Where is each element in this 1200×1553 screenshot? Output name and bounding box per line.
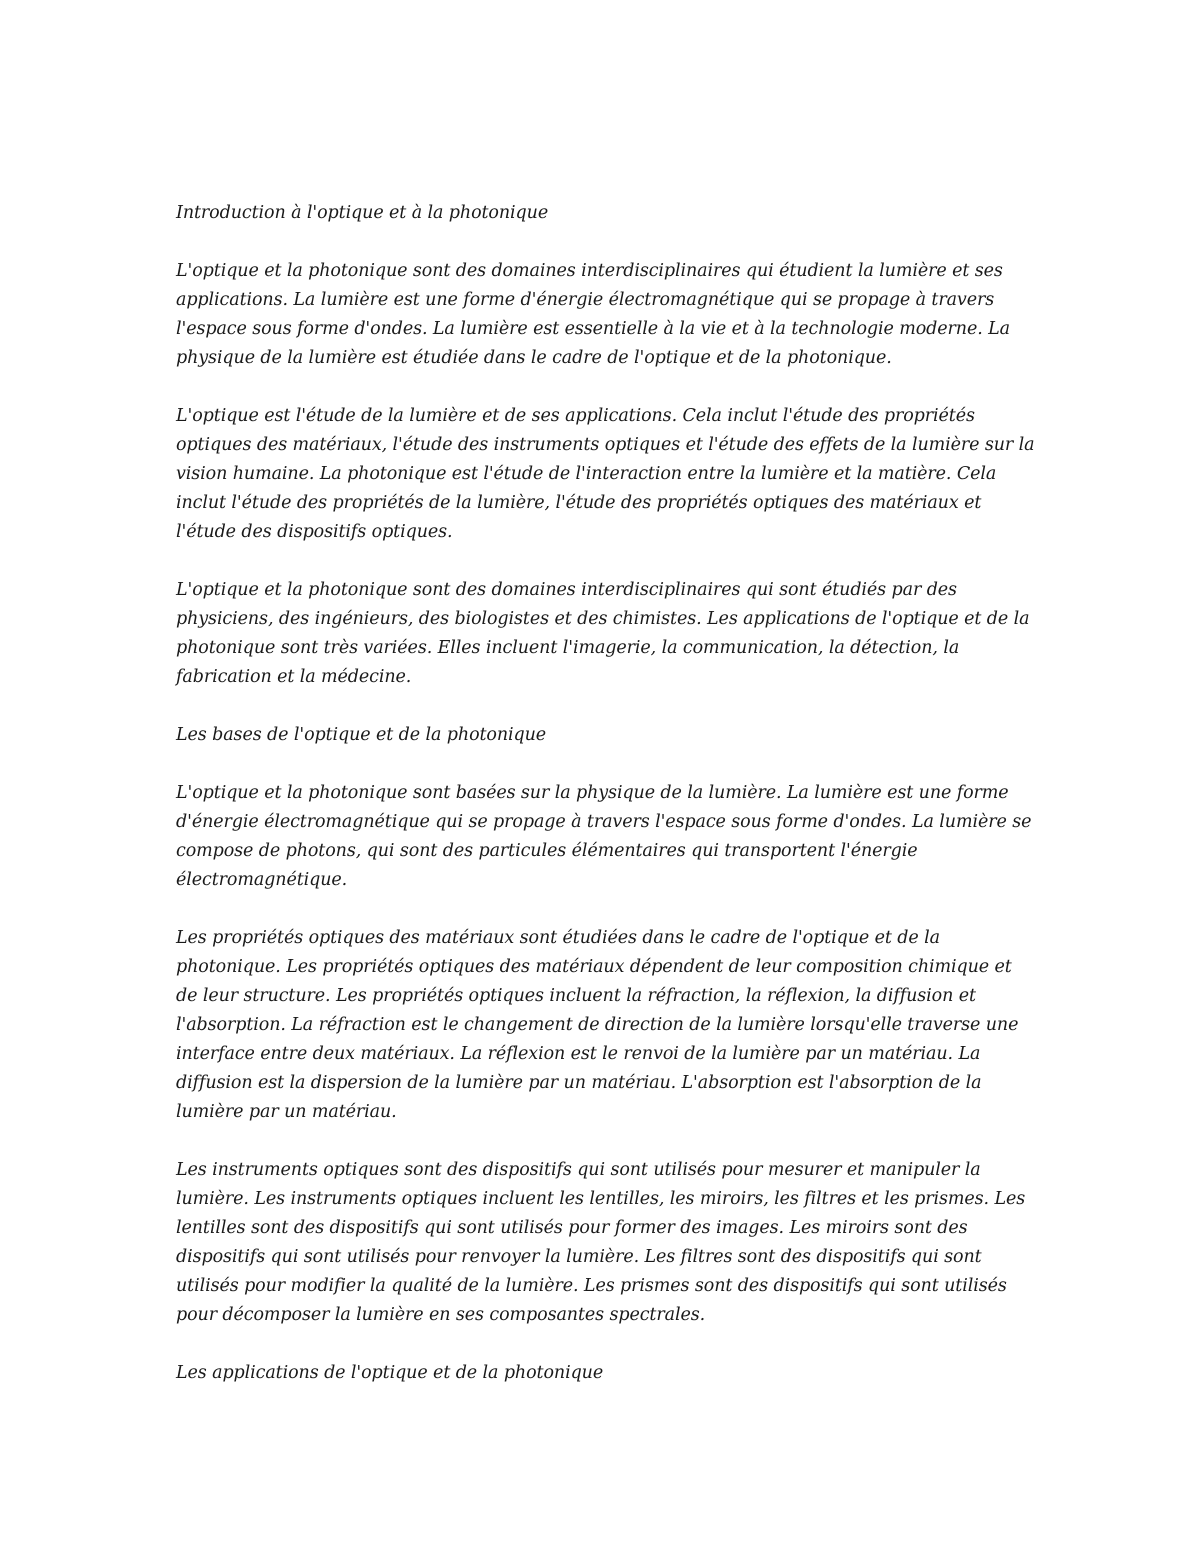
- paragraph-bases-1: L'optique et la photonique sont basées sur la physique de la lumière. La lumière est une forme d'énergie électromagnétique qui se propage à travers l'espace sous forme d'ondes. La lumière se compose de photons, qui sont des particules élémentaires qui transportent l'énergie électromagnétique.: [176, 783, 1032, 890]
- section-heading-applications: Les applications de l'optique et de la photonique: [176, 1363, 604, 1383]
- paragraph-intro-2: L'optique est l'étude de la lumière et de ses applications. Cela inclut l'étude des propriétés optiques des matériaux, l'étude des instruments optiques et l'étude des effets de la lumière sur la vision humaine. La photonique est l'étude de l'interaction entre la lumière et la matière. Cela inclut l'étude des propriétés de la lumière, l'étude des propriétés optiques des matériaux et l'étude des dispositifs optiques.: [176, 406, 1035, 542]
- section-heading-bases: Les bases de l'optique et de la photonique: [176, 725, 547, 745]
- paragraph-bases-3: Les instruments optiques sont des dispositifs qui sont utilisés pour mesurer et manipuler la lumière. Les instruments optiques incluent les lentilles, les miroirs, les filtres et les prismes. Les lentilles sont des dispositifs qui sont utilisés pour former des images. Les miroirs sont des dispositifs qui sont utilisés pour renvoyer la lumière. Les filtres sont des dispositifs qui sont utilisés pour modifier la qualité de la lumière. Les prismes sont des dispositifs qui sont utilisés pour décomposer la lumière en ses composantes spectrales.: [176, 1160, 1026, 1325]
- paragraph-intro-3: L'optique et la photonique sont des domaines interdisciplinaires qui sont étudiés par des physiciens, des ingénieurs, des biologistes et des chimistes. Les applications de l'optique et de la photonique sont très variées. Elles incluent l'imagerie, la communication, la détection, la fabrication et la médecine.: [176, 580, 1030, 687]
- section-heading-introduction: Introduction à l'optique et à la photonique: [176, 203, 549, 223]
- document-body: [176, 199, 1036, 1417]
- paragraph-bases-2: Les propriétés optiques des matériaux sont étudiées dans le cadre de l'optique et de la photonique. Les propriétés optiques des matériaux dépendent de leur composition chimique et de leur structure. Les propriétés optiques incluent la réfraction, la réflexion, la diffusion et l'absorption. La réfraction est le changement de direction de la lumière lorsqu'elle traverse une interface entre deux matériaux. La réflexion est le renvoi de la lumière par un matériau. La diffusion est la dispersion de la lumière par un matériau. L'absorption est l'absorption de la lumière par un matériau.: [176, 928, 1019, 1122]
- paragraph-intro-1: L'optique et la photonique sont des domaines interdisciplinaires qui étudient la lumière et ses applications. La lumière est une forme d'énergie électromagnétique qui se propage à travers l'espace sous forme d'ondes. La lumière est essentielle à la vie et à la technologie moderne. La physique de la lumière est étudiée dans le cadre de l'optique et de la photonique.: [176, 261, 1011, 368]
